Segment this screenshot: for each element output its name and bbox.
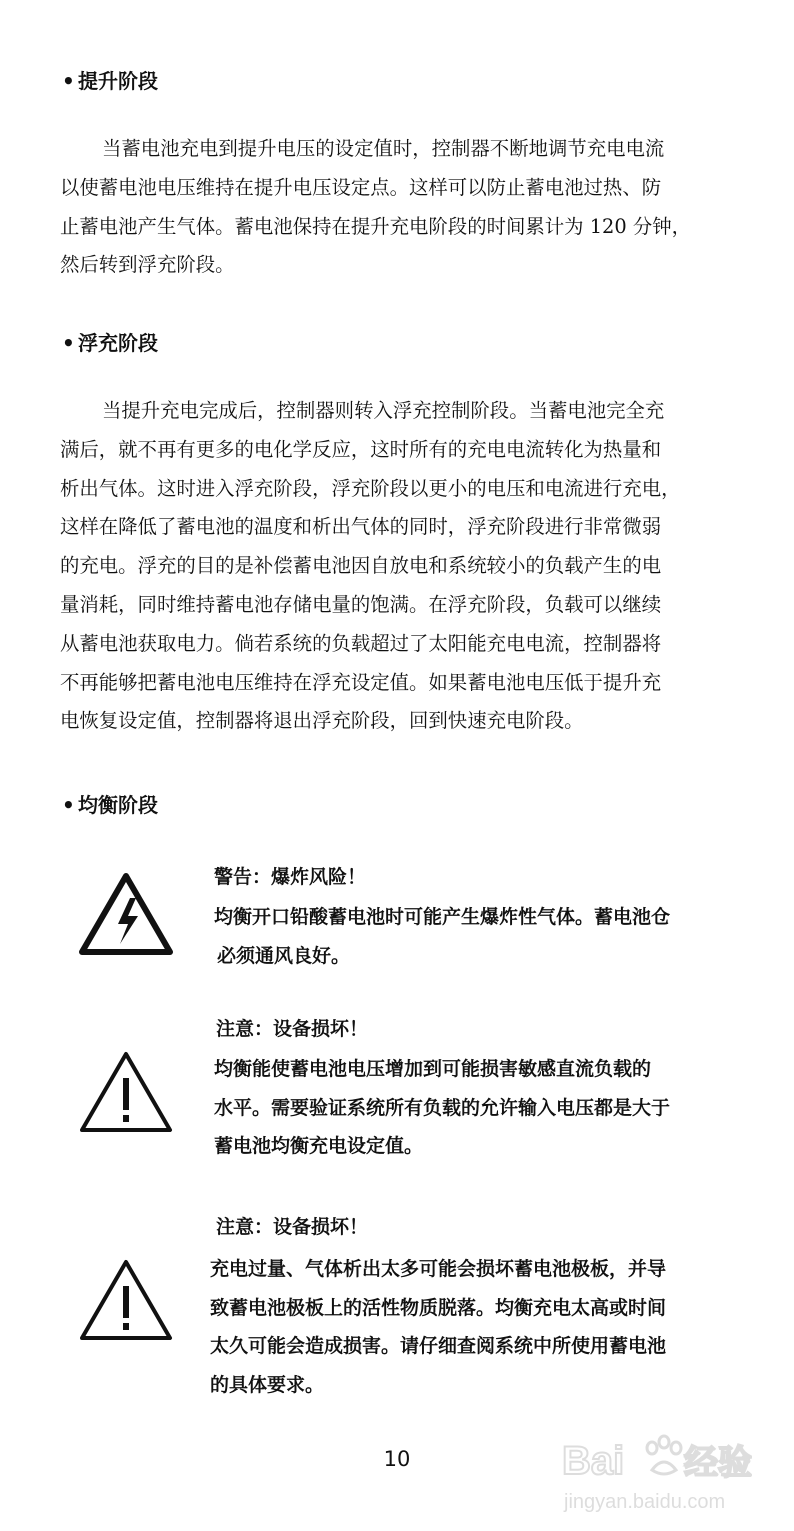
- warning-line: 致蓄电池极板上的活性物质脱落。均衡充电太高或时间: [210, 1296, 667, 1319]
- page-number: 10: [383, 1447, 411, 1471]
- warning-body: [214, 898, 670, 975]
- svg-text:经验: 经验: [684, 1444, 752, 1482]
- warning-title: 注意：设备损坏！: [216, 1018, 369, 1040]
- paragraph-line: 电恢复设定值，控制器将退出浮充阶段，回到快速充电阶段。: [60, 709, 584, 733]
- exclamation-warning-icon: [78, 1256, 174, 1342]
- warning-body: [210, 1250, 666, 1404]
- paragraph-line: 从蓄电池获取电力。倘若系统的负载超过了太阳能充电电流，控制器将: [60, 631, 662, 655]
- section-paragraph-float: [60, 392, 740, 741]
- paragraph-line: 这样在降低了蓄电池的温度和析出气体的同时，浮充阶段进行非常微弱: [60, 515, 662, 539]
- paragraph-line: 析出气体。这时进入浮充阶段，浮充阶段以更小的电压和电流进行充电，: [60, 476, 681, 500]
- warning-title: 注意：设备损坏！: [216, 1216, 369, 1238]
- paragraph-line: 以使蓄电池电压维持在提升电压设定点。这样可以防止蓄电池过热、防: [60, 175, 662, 199]
- warning-line: 蓄电池均衡充电设定值。: [214, 1135, 424, 1157]
- paragraph-line: 当蓄电池充电到提升电压的设定值时，控制器不断地调节充电电流: [102, 137, 665, 160]
- paragraph-line: 的充电。浮充的目的是补偿蓄电池因自放电和系统较小的负载产生的电: [60, 554, 662, 578]
- warning-line: 必须通风良好。: [217, 944, 351, 967]
- warning-line: 均衡开口铅酸蓄电池时可能产生爆炸性气体。蓄电池仓: [214, 906, 671, 928]
- warning-title: 警告：爆炸风险！: [214, 866, 367, 888]
- bullet: •: [62, 69, 75, 93]
- section-heading-boost: [62, 68, 158, 94]
- paragraph-line: 量消耗，同时维持蓄电池存储电量的饱满。在浮充阶段，负载可以继续: [60, 592, 662, 616]
- section-title: 均衡阶段: [78, 793, 158, 817]
- baidu-jingyan-watermark-logo: [556, 1418, 752, 1518]
- bullet: •: [62, 331, 75, 355]
- electric-shock-warning-icon: [78, 870, 174, 956]
- paragraph-line: 当提升充电完成后，控制器则转入浮充控制阶段。当蓄电池完全充: [102, 399, 665, 422]
- section-title: 浮充阶段: [78, 331, 158, 355]
- warning-line: 充电过量、气体析出太多可能会损坏蓄电池极板，并导: [210, 1258, 667, 1280]
- warning-line: 均衡能使蓄电池电压增加到可能损害敏感直流负载的: [214, 1058, 652, 1080]
- paragraph-line: 满后，就不再有更多的电化学反应，这时所有的充电电流转化为热量和: [60, 437, 662, 461]
- paragraph-line: 然后转到浮充阶段。: [60, 253, 235, 277]
- warning-line: 水平。需要验证系统所有负载的允许输入电压都是大于: [214, 1096, 671, 1119]
- paragraph-line: 不再能够把蓄电池电压维持在浮充设定值。如果蓄电池电压低于提升充: [60, 670, 662, 694]
- bullet: •: [62, 793, 75, 817]
- warning-line: 太久可能会造成损害。请仔细查阅系统中所使用蓄电池: [210, 1335, 667, 1357]
- svg-text:jingyan.baidu.com: jingyan.baidu.com: [564, 1491, 726, 1513]
- exclamation-warning-icon: [78, 1048, 174, 1134]
- warning-line: 的具体要求。: [210, 1373, 325, 1396]
- svg-text:Bai: Bai: [562, 1439, 625, 1483]
- warning-body: [214, 1050, 670, 1166]
- section-heading-equalize: [62, 792, 158, 818]
- section-heading-float: [62, 330, 158, 356]
- section-title: 提升阶段: [78, 69, 158, 93]
- section-paragraph-boost: [60, 130, 740, 285]
- paragraph-line: 止蓄电池产生气体。蓄电池保持在提升充电阶段的时间累计为 120 分钟，: [60, 214, 692, 238]
